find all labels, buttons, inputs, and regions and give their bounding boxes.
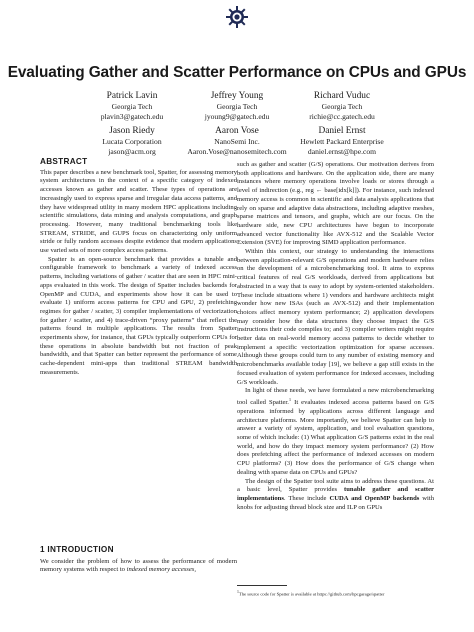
author-email: Aaron.Vose@nanosemitech.com (187, 147, 287, 156)
author-name: Jason Riedy (109, 126, 155, 136)
author-name: Aaron Vose (215, 126, 259, 136)
body-text: . These include (283, 494, 330, 502)
abstract-heading: ABSTRACT (40, 157, 88, 166)
body-text: In light of these needs, we have formulated a new microbenchmarking tool called Spatter. (237, 387, 434, 407)
author-email: richie@cc.gatech.edu (309, 112, 375, 121)
body-paragraph: Within this context, our strategy to understanding the interactions between application-relevant G/S operations and modern hardware relies on the development of a microbenchmarking tool. It aims to express critical features of real G/S workloads, derived from applications but abstracted in a way that is easy to adopt by system-oriented stakeholders. These include situations where 1) vendors and hardware architects might wonder how new ISAs (such as AVX-512) and their implementation choices affect memory system performance; 2) application developers may consider how the data structures they choose impact the G/S instructions their code compiles to; and 3) compiler writers might require better data on real-world memory access patterns to decide whether to implement a specific vectorization optimization for sparse accesses. Although these groups could turn to any number of existing memory and microbenchmarks available today [19], we believe a gap still exists in the focused evaluation of system performance for indexed accesses, including G/S workloads. (237, 248, 434, 386)
introduction-paragraph (40, 558, 237, 575)
author-email: daniel.ernst@hpe.com (307, 147, 377, 156)
bold-text: CUDA and OpenMP backends (329, 494, 420, 502)
footnote-rule (237, 585, 287, 586)
author-affiliation: NanoSemi Inc. (214, 137, 260, 146)
intro-text: We consider the problem of how to assess the performance of modern memory systems with respect to (40, 557, 237, 574)
author-name: Jeffrey Young (210, 91, 264, 101)
body-paragraph (237, 387, 434, 477)
author-email: jason@acm.org (108, 147, 156, 156)
body-text: It evaluates indexed access patterns based on G/S operations informed by applications across different language and architecture platforms. More importantly, we believe Spatter can help to answer a variety of system, application, and tool evaluation questions, some of which include: (1) What application G/S patterns exist in the real world, and how do they impact memory system performance? (2) How does prefetching affect the performance of indexed accesses on modern CPU platforms? (3) How does the performance of G/S change when dealing with sparse data on CPUs and GPUs? (237, 399, 434, 476)
right-column (237, 161, 434, 512)
author-email: jyoung9@gatech.edu (204, 112, 270, 121)
author-email: plavin3@gatech.edu (100, 112, 164, 121)
footnote-text: The source code for Spatter is available at https://github.com/hpcgarage/spatter (238, 591, 385, 597)
author-affiliation: Lucata Corporation (102, 137, 162, 146)
footnote-number: 1 (237, 590, 239, 594)
bold-text: tunable gather and scatter implementations (237, 486, 434, 502)
body-paragraph: such as gather and scatter (G/S) operations. Our motivation derives from both applications and hardware. On the application side, there are many instances where memory operations involve loads or stores through a level of indirection (e.g., reg ← base[idx[k]]). For instance, such indexed memory access is common in scientific and data analysis applications that rely on sparse and adaptive data abstractions, including adaptive meshes, sparse matrices and tensors, and graphs, which are our focus. On the hardware side, new CPU architectures have begun to incorporate advanced vector functionality like AVX-512 and the Scalable Vector Extension (SVE) for improving SIMD application performance. (237, 161, 434, 247)
abstract-paragraph: This paper describes a new benchmark tool, Spatter, for assessing memory system architectures in the context of a specific category of indexed accesses known as gather and scatter. These types of operations are increasingly used to express sparse and irregular data access patterns, and they have widespread utility in many modern HPC applications including scientific simulations, data mining and analysis computations, and graph processing. However, many traditional benchmarking tools like STREAM, STRIDE, and GUPS focus on characterizing only uniform stride or fully random accesses despite evidence that modern applications use varied sets of more complex access patterns. (40, 168, 237, 255)
body-text: The design of the Spatter tool suite aims to address these questions. At a basic level, Spatter provides (237, 477, 434, 494)
intro-emphasis: indexed memory accesses, (126, 566, 197, 574)
conference-logo (226, 6, 248, 28)
author-block (262, 126, 422, 157)
author-name: Richard Vuduc (313, 91, 371, 101)
abstract-section (40, 158, 237, 378)
footnote-marker: 1 (288, 396, 292, 402)
author-name: Patrick Lavin (106, 91, 158, 101)
author-affiliation: Hewlett Packard Enterprise (300, 137, 384, 146)
abstract-paragraph: Spatter is an open-source benchmark that provides a tunable and configurable framework to benchmark a variety of indexed access patterns, including variations of gather / scatter that are seen in HPC mini-apps evaluated in this work. The design of Spatter includes backends for OpenMP and CUDA, and experiments show how it can be used to evaluate 1) uniform access patterns for CPU and GPU, 2) prefetching regimes for gather / scatter, 3) compiler implementations of vectorization for gather / scatter, and 4) trace-driven “proxy patterns” that reflect the patterns found in multiple applications. The results from Spatter experiments show, for instance, that GPUs typically outperform CPUs for these operations in absolute bandwidth but not fraction of peak bandwidth, and that Spatter can better represent the performance of some cache-dependent mini-apps than traditional STREAM bandwidth measurements. (40, 255, 237, 376)
introduction-section (40, 546, 237, 575)
body-text: with knobs for adjusting thread block size and ILP on GPUs (237, 494, 434, 511)
body-paragraph (237, 478, 434, 513)
author-block (262, 91, 422, 122)
footnote (237, 589, 437, 598)
author-affiliation: Georgia Tech (111, 102, 153, 111)
paper-title: Evaluating Gather and Scatter Performance on CPUs and GPUs (7, 64, 467, 81)
author-name: Daniel Ernst (318, 126, 366, 136)
author-affiliation: Georgia Tech (216, 102, 258, 111)
author-affiliation: Georgia Tech (321, 102, 363, 111)
introduction-heading: 1 INTRODUCTION (40, 545, 114, 554)
